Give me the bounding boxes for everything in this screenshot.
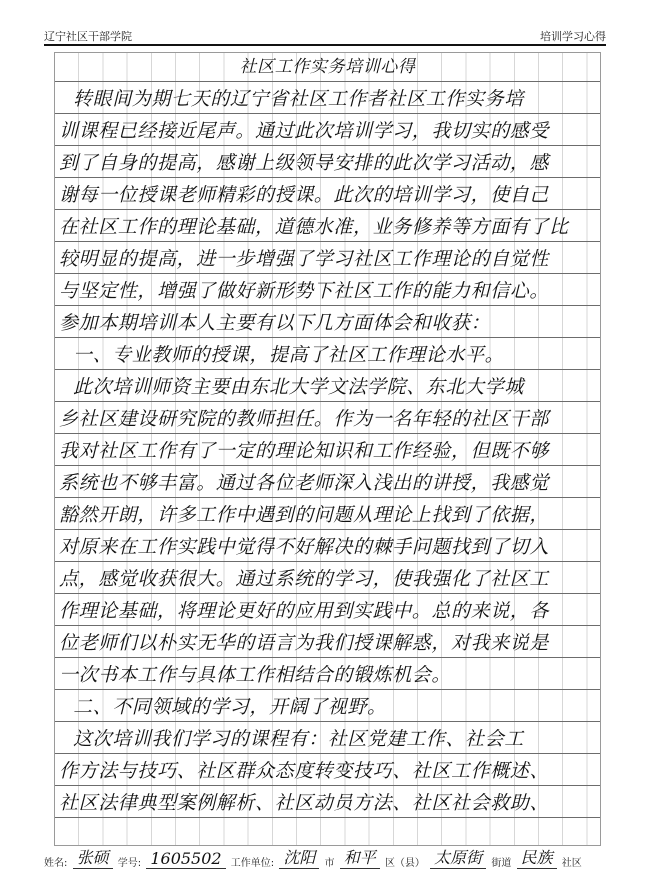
page-header — [44, 22, 606, 44]
essay-line: 转眼间为期七天的辽宁省社区工作者社区工作实务培 — [55, 85, 600, 114]
student-id-label: 学号: — [117, 858, 142, 869]
section-heading: 二、不同领域的学习，开阔了视野。 — [55, 693, 600, 722]
essay-line: 系统也不够丰富。通过各位老师深入浅出的讲授，我感觉 — [55, 469, 600, 498]
street-label: 街道 — [491, 858, 512, 869]
name-label: 姓名: — [44, 858, 68, 869]
essay-line: 到了自身的提高，感谢上级领导安排的此次学习活动，感 — [55, 149, 600, 178]
header-rule — [44, 44, 606, 46]
essay-line: 与坚定性，增强了做好新形势下社区工作的能力和信心。 — [55, 277, 600, 306]
work-unit-label: 工作单位: — [230, 858, 275, 869]
document-type: 培训学习心得 — [540, 30, 606, 43]
city-value: 沈阳 — [279, 845, 319, 869]
essay-line: 谢每一位授课老师精彩的授课。此次的培训学习，使自己 — [55, 181, 600, 210]
community-label: 社区 — [561, 858, 582, 869]
district-label: 区（县） — [384, 858, 425, 869]
name-value: 张硕 — [73, 845, 113, 869]
essay-title: 社区工作实务培训心得 — [55, 53, 600, 82]
essay-line: 此次培训师资主要由东北大学文法学院、东北大学城 — [55, 373, 600, 402]
essay-line: 较明显的提高，进一步增强了学习社区工作理论的自觉性 — [55, 245, 600, 274]
essay-line: 位老师们以朴实无华的语言为我们授课解惑，对我来说是 — [55, 629, 600, 658]
essay-line: 点，感觉收获很大。通过系统的学习，使我强化了社区工 — [55, 565, 600, 594]
page-footer — [44, 845, 606, 867]
essay-line: 参加本期培训本人主要有以下几方面体会和收获： — [55, 309, 600, 338]
essay-line: 作理论基础，将理论更好的应用到实践中。总的来说，各 — [55, 597, 600, 626]
essay-line: 豁然开朗，许多工作中遇到的问题从理论上找到了依据， — [55, 501, 600, 530]
essay-line: 社区法律典型案例解析、社区动员方法、社区社会救助、 — [55, 789, 600, 818]
ruled-writing-sheet — [54, 52, 601, 846]
essay-line: 在社区工作的理论基础，道德水准，业务修养等方面有了比 — [55, 213, 600, 242]
district-value: 和平 — [340, 845, 380, 869]
community-value: 民族 — [517, 845, 557, 869]
street-value: 太原街 — [430, 845, 486, 869]
essay-line: 对原来在工作实践中觉得不好解决的棘手问题找到了切入 — [55, 533, 600, 562]
essay-line: 一次书本工作与具体工作相结合的锻炼机会。 — [55, 661, 600, 690]
city-label: 市 — [324, 858, 335, 869]
essay-line: 作方法与技巧、社区群众态度转变技巧、社区工作概述、 — [55, 757, 600, 786]
institution-name: 辽宁社区干部学院 — [44, 30, 132, 43]
essay-line: 这次培训我们学习的课程有：社区党建工作、社会工 — [55, 725, 600, 754]
section-heading: 一、专业教师的授课，提高了社区工作理论水平。 — [55, 341, 600, 370]
essay-line: 乡社区建设研究院的教师担任。作为一名年轻的社区干部 — [55, 405, 600, 434]
essay-line: 训课程已经接近尾声。通过此次培训学习，我切实的感受 — [55, 117, 600, 146]
student-id-value: 1605502 — [146, 849, 225, 869]
essay-line: 我对社区工作有了一定的理论知识和工作经验，但既不够 — [55, 437, 600, 466]
